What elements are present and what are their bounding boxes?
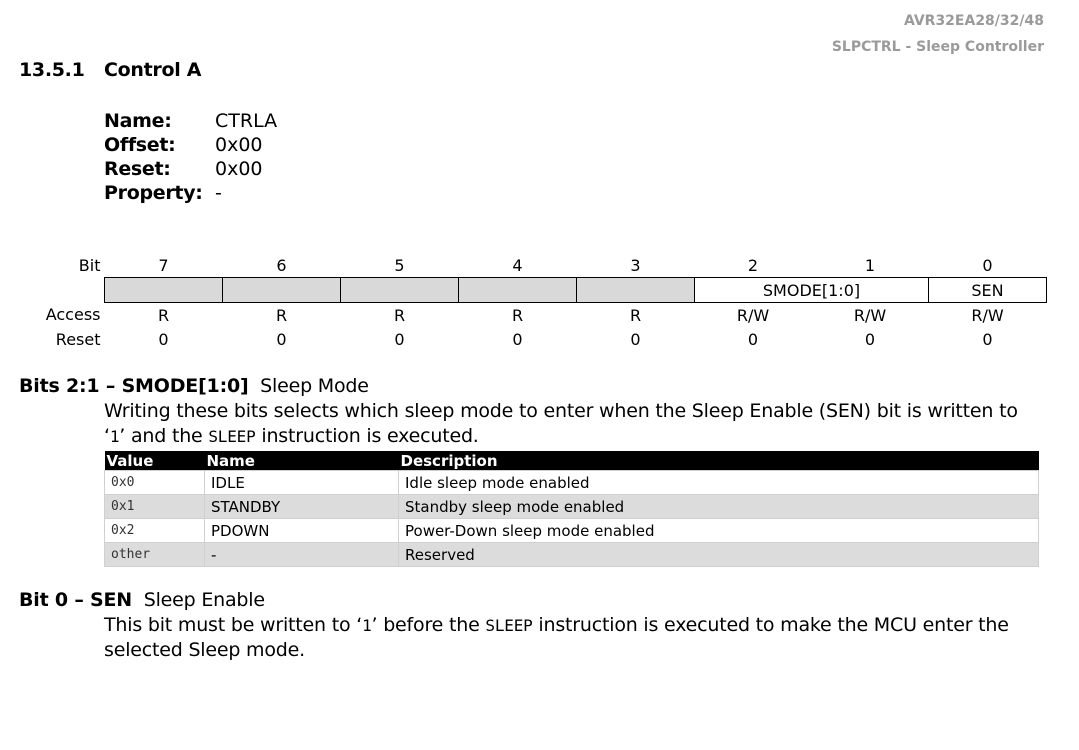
access-value: R <box>157 305 170 325</box>
reserved-field <box>223 278 341 303</box>
row-description: Idle sleep mode enabled <box>399 471 1039 495</box>
bit-number: 3 <box>630 255 641 275</box>
row-value: other <box>105 543 205 567</box>
table-row <box>105 471 1039 495</box>
row-value: 0x0 <box>105 471 205 495</box>
row-value: 0x2 <box>105 519 205 543</box>
reset-label: Reset <box>55 329 101 349</box>
table-row <box>105 495 1039 519</box>
row-name: IDLE <box>205 471 399 495</box>
col-header-value: Value <box>105 451 205 471</box>
prop-label: Name: <box>104 110 172 132</box>
row-description: Reserved <box>399 543 1039 567</box>
sen-heading <box>19 589 265 611</box>
prop-label: Reset: <box>104 158 171 180</box>
section-heading <box>19 59 201 81</box>
reset-value: 0 <box>512 329 523 349</box>
reset-value: 0 <box>630 329 641 349</box>
row-name: - <box>205 543 399 567</box>
smode-values-table <box>104 451 1039 567</box>
reset-value: 0 <box>864 329 876 349</box>
bit-number: 7 <box>158 255 169 275</box>
sen-description <box>104 613 1044 663</box>
sen-field: SEN <box>929 278 1047 303</box>
prop-label: Property: <box>104 182 203 204</box>
access-value: R/W <box>736 305 770 325</box>
sen-heading-name: Sleep Enable <box>143 589 265 611</box>
table-row <box>105 519 1039 543</box>
reserved-field <box>577 278 695 303</box>
register-properties <box>104 109 277 205</box>
field-row <box>19 278 1047 303</box>
reserved-field <box>459 278 577 303</box>
prop-value: - <box>215 182 222 204</box>
prop-name <box>104 109 277 133</box>
desc-code: 1 <box>362 616 372 635</box>
row-name: STANDBY <box>205 495 399 519</box>
desc-code: SLEEP <box>485 616 533 635</box>
reserved-field <box>341 278 459 303</box>
desc-text: ’ and the <box>119 425 209 447</box>
reset-value: 0 <box>394 329 405 349</box>
access-value: R/W <box>853 305 887 325</box>
bit-number: 2 <box>747 255 759 275</box>
reserved-field <box>105 278 223 303</box>
reset-value: 0 <box>747 329 759 349</box>
table-row <box>105 543 1039 567</box>
row-name: PDOWN <box>205 519 399 543</box>
smode-heading-bits: Bits 2:1 – SMODE[1:0] <box>19 375 249 397</box>
reset-value: 0 <box>158 329 169 349</box>
prop-property <box>104 181 277 205</box>
desc-code: 1 <box>109 427 120 446</box>
section-number: 13.5.1 <box>19 59 85 81</box>
desc-text: instruction is executed to make the MCU enter the selected Sleep mode. <box>104 614 1009 661</box>
bit-row <box>19 253 1047 278</box>
prop-value: 0x00 <box>215 158 263 180</box>
bit-number: 6 <box>276 255 287 275</box>
access-value: R <box>629 305 642 325</box>
reset-value: 0 <box>276 329 287 349</box>
prop-offset <box>104 133 277 157</box>
access-value: R <box>511 305 524 325</box>
access-label: Access <box>45 305 101 325</box>
desc-text: This bit must be written to ‘ <box>104 614 363 636</box>
smode-description <box>104 399 1044 449</box>
reset-row <box>19 327 1047 351</box>
access-row <box>19 303 1047 328</box>
table-header-row <box>105 451 1039 471</box>
desc-text: instruction is executed. <box>255 425 479 447</box>
bit-number: 5 <box>394 255 405 275</box>
chapter-header: SLPCTRL - Sleep Controller <box>831 39 1044 55</box>
register-bit-table <box>19 253 1047 351</box>
smode-heading <box>19 375 369 397</box>
desc-text: ’ before the <box>371 614 486 636</box>
row-value: 0x1 <box>105 495 205 519</box>
col-header-name: Name <box>205 451 399 471</box>
field-row-label <box>19 278 105 303</box>
prop-reset <box>104 157 277 181</box>
desc-text: Writing these bits selects which sleep mode to enter when the Sleep Enable (SEN) bit is written to ‘ <box>104 400 1018 447</box>
access-value: R/W <box>971 305 1004 325</box>
prop-value: 0x00 <box>215 134 263 156</box>
smode-field: SMODE[1:0] <box>695 278 929 303</box>
sen-heading-bits: Bit 0 – SEN <box>19 589 133 611</box>
reset-value: 0 <box>982 329 993 349</box>
bit-label: Bit <box>78 255 101 275</box>
smode-heading-name: Sleep Mode <box>260 375 369 397</box>
access-value: R <box>275 305 288 325</box>
prop-label: Offset: <box>104 134 176 156</box>
access-value: R <box>393 305 406 325</box>
bit-number: 4 <box>512 255 523 275</box>
section-title: Control A <box>104 59 202 81</box>
doc-title-header: AVR32EA28/32/48 <box>903 13 1044 29</box>
prop-value: CTRLA <box>215 110 278 132</box>
row-description: Standby sleep mode enabled <box>399 495 1039 519</box>
desc-code: SLEEP <box>208 427 256 446</box>
col-header-description: Description <box>399 451 1039 471</box>
bit-number: 1 <box>864 255 876 275</box>
bit-number: 0 <box>982 255 993 275</box>
row-description: Power-Down sleep mode enabled <box>399 519 1039 543</box>
